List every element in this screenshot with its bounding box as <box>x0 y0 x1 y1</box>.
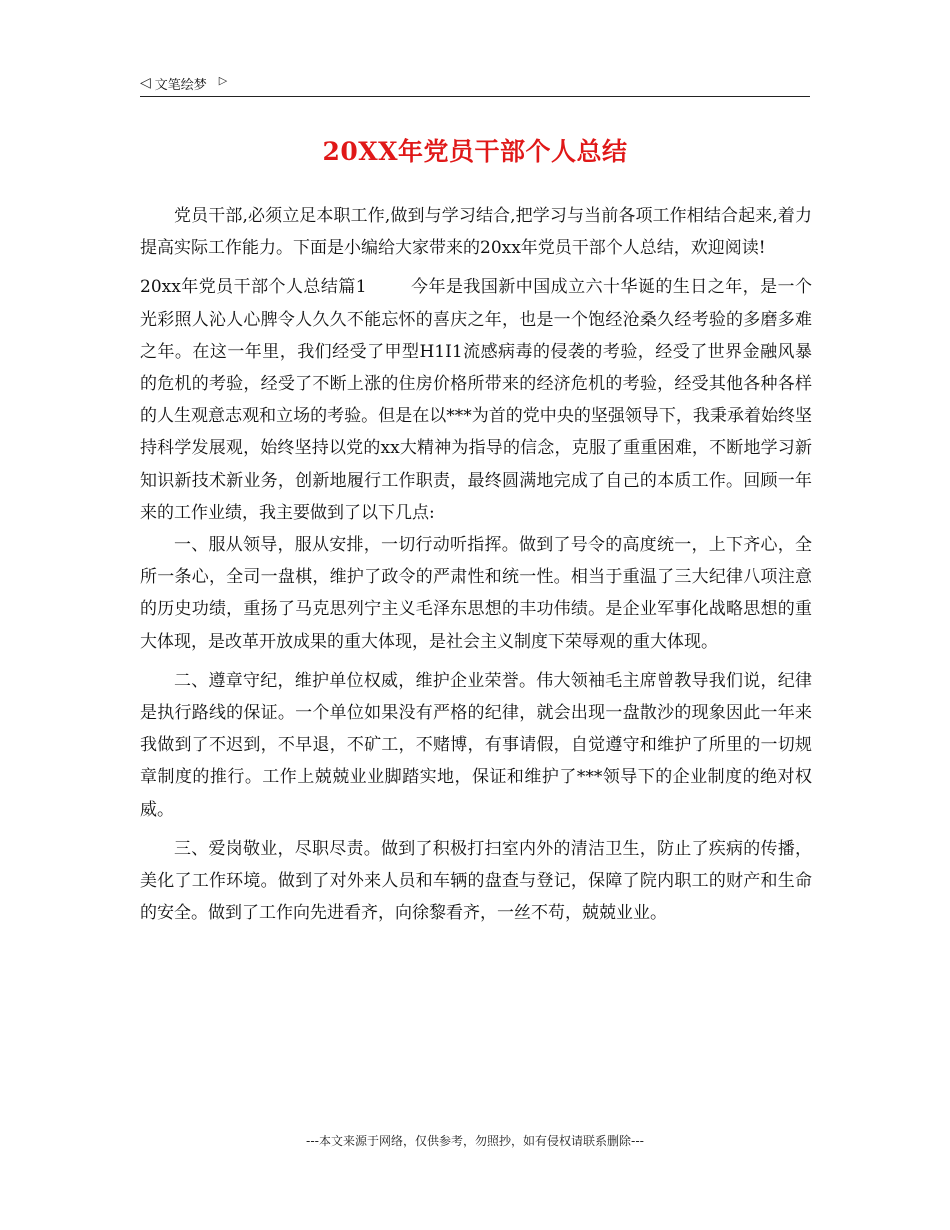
section-text: 今年是我国新中国成立六十华诞的生日之年，是一个光彩照人沁人心脾令人久久不能忘怀的喜庆之年，也是一个饱经沧桑久经考验的多磨多难之年。在这一年里，我们经受了甲型H1I1流感病毒的侵袭的考验，经受了世界金融风暴的危机的考验，经受了不断上涨的住房价格所带来的经济危机的考验，经受其他各种各样的人生观意志观和立场的考验。但是在以***为首的党中央的坚强领导下，我秉承着始终坚持科学发展观，始终坚持以党的xx大精神为指导的信念，克服了重重困难，不断地学习新知识新技术新业务，创新地履行工作职责，最终圆满地完成了自己的本质工作。回顾一年来的工作业绩，我主要做到了以下几点: <box>140 277 813 523</box>
point-paragraph-3: 三、爱岗敬业，尽职尽责。做到了积极打扫室内外的清洁卫生，防止了疾病的传播，美化了工作环境。做到了对外来人员和车辆的盘查与登记，保障了院内职工的财产和生命的安全。做到了工作向先进看齐，向徐黎看齐，一丝不苟，兢兢业业。 <box>140 838 812 924</box>
header-brand: 文笔绘梦 <box>154 77 207 93</box>
page-header <box>140 70 810 97</box>
left-triangle-icon: ◁ <box>140 75 151 91</box>
footer-disclaimer: ---本文来源于网络，仅供参考，勿照抄，如有侵权请联系删除--- <box>306 1134 644 1148</box>
document-body <box>140 200 812 936</box>
section-paragraph <box>140 271 812 529</box>
point-paragraph-1: 一、服从领导，服从安排，一切行动听指挥。做到了号令的高度统一，上下齐心，全所一条心，全司一盘棋，维护了政令的严肃性和统一性。相当于重温了三大纪律八项注意的历史功绩，重扬了马克思列宁主义毛泽东思想的丰功伟绩。是企业军事化战略思想的重大体现，是改革开放成果的重大体现，是社会主义制度下荣辱观的重大体现。 <box>140 535 812 652</box>
document-title: 20XX年党员干部个人总结 <box>322 137 628 166</box>
intro-paragraph: 党员干部,必须立足本职工作,做到与学习结合,把学习与当前各项工作相结合起来,着力提高实际工作能力。下面是小编给大家带来的20xx年党员干部个人总结，欢迎阅读! <box>140 206 812 259</box>
section-heading: 20xx年党员干部个人总结篇1 <box>140 277 367 298</box>
point-paragraph-2: 二、遵章守纪，维护单位权威，维护企业荣誉。伟大领袖毛主席曾教导我们说，纪律是执行路线的保证。一个单位如果没有严格的纪律，就会出现一盘散沙的现象因此一年来我做到了不迟到，不早退，不矿工，不赌博，有事请假，自觉遵守和维护了所里的一切规章制度的推行。工作上兢兢业业脚踏实地，保证和维护了***领导下的企业制度的绝对权威。 <box>140 670 812 820</box>
right-triangle-icon: ▷ <box>218 73 228 87</box>
